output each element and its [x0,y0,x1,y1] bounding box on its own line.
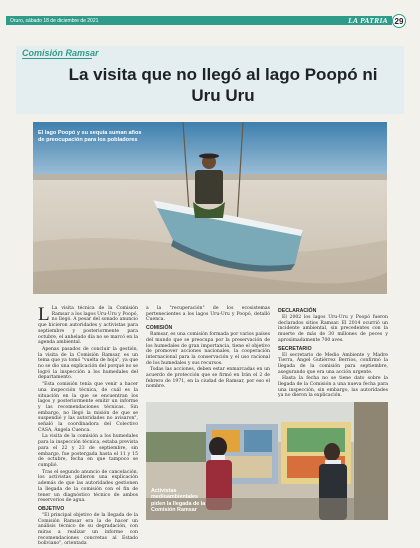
column-2 [146,306,270,391]
paragraph: Hasta la fecha no se tiene dato sobre la llegada de la Comisión a una nueva fecha para una inspección, sin embargo, las autoridades ya no dieron la explicación. [278,376,388,399]
subheading-comision: COMISIÓN [146,325,173,332]
subheading-declaracion: DECLARACIÓN [278,308,317,314]
paragraph: a la "recuperación" de los ecosistemas pertenecientes a los lagos Uru-Uru y Poopó, detalló Cuenca. [146,306,270,323]
date-line: Oruro, sábado 18 de diciembre de 2021 [10,17,99,24]
paragraph: L La visita técnica de la Comisión Ramsar a los lagos Uru-Uru y Poopó, no llegó. A pesar del sonado anuncio que hicieron autoridades y activistas para septiembre y posteriormente para octubre, el anhelado día no se marcó en la agenda ambiental. [38,304,138,346]
photo2-caption: Activistas medioambientales piden la llegada de la Comisión Ramsar [151,488,206,514]
paragraph: "El principal objetivo de la llegada de la Comisión Ramsar era la de hacer un análisis técnico de su degradación, con miras a realizar un informe con recomendaciones concretas al Estado boliviano", orientada [38,512,138,547]
paragraph: Ramsar, es una comisión formada por varios países del mundo que se preocupa por la preservación de los humedales de gran importancia, tiene el objetivo de promover acciones nacionales, la cooperación internacional para la conservación y el uso racional de los humedales y sus recursos. [146,332,270,366]
lake-photo [33,122,387,294]
paragraph: Todas las acciones, deben estar enmarcadas en un acuerdo de protección que se firmó en Irán el 2 de febrero de 1971, en la ciudad de Ramsar, por eso el nombre. [146,367,270,390]
paragraph: "Esta comisión tenía que venir a hacer una inspección técnica, de cuál es la situación en la que se encuentran los lagos y posteriormente emitir un informe y las recomendaciones técnicas. Sin embargo, no llegó la misión de que se suspendió y las autoridades no avisaron", señaló la coordinadora del Colectivo CASA, Ángela Cuenca. [38,382,138,433]
paragraph: La visita de la comisión a los humedales para la inspección técnica, estaba prevista para el 22 y 23 de septiembre, sin embargo, fue postergada hasta el 11 y 15 de octubre, fecha en que tampoco se cumplió. [38,434,138,468]
column-3 [278,306,388,400]
column-1 [38,306,138,548]
paragraph: El 2002 los lagos Uru-Uru y Poopó fueron declarados sitios Ramsar. El 2014 ocurrió un incidente ambiental, sin precedentes con la muerte de más de 30 millones de peces y aproximadamente 700 aves. [278,315,388,343]
page-number-badge: 29 [392,14,406,28]
header-bar [6,16,392,25]
paragraph: Apenas pasados de concluir la gestión, la visita de la Comisión Ramsar, es un tema que ya tomó "vuelta de hoja", ya que no se dio una explicación del porqué no se logró la inspección a los humedales del departamento. [38,346,138,381]
subheading-secretario: SECRETARIO [278,345,312,352]
kicker-underline [22,58,92,59]
drop-cap: L [38,304,50,325]
section-kicker: Comisión Ramsar [22,48,99,58]
paragraph: El secretario de Medio Ambiente y Madre Tierra, Ángel Gutiérrez Berríos, confirmó la llegada de la comisión para septiembre, asegurando que era una acción urgente. [278,352,388,375]
photo1-caption: El lago Poopó y su sequía suman años de preocupación para los pobladores [38,130,142,143]
subheading-objetivo: OBJETIVO [38,505,65,512]
article-title: La visita que no llegó al lago Poopó ni Uru Uru [68,65,378,105]
newspaper-brand: LA PATRIA [348,16,388,25]
paragraph: Tras el segundo anuncio de cancelación, los activistas pidieron una explicación además de que las autoridades gestionen la llegada de la comisión con el fin de tener un diagnóstico técnico de ambos reservorios de agua. [38,469,138,504]
